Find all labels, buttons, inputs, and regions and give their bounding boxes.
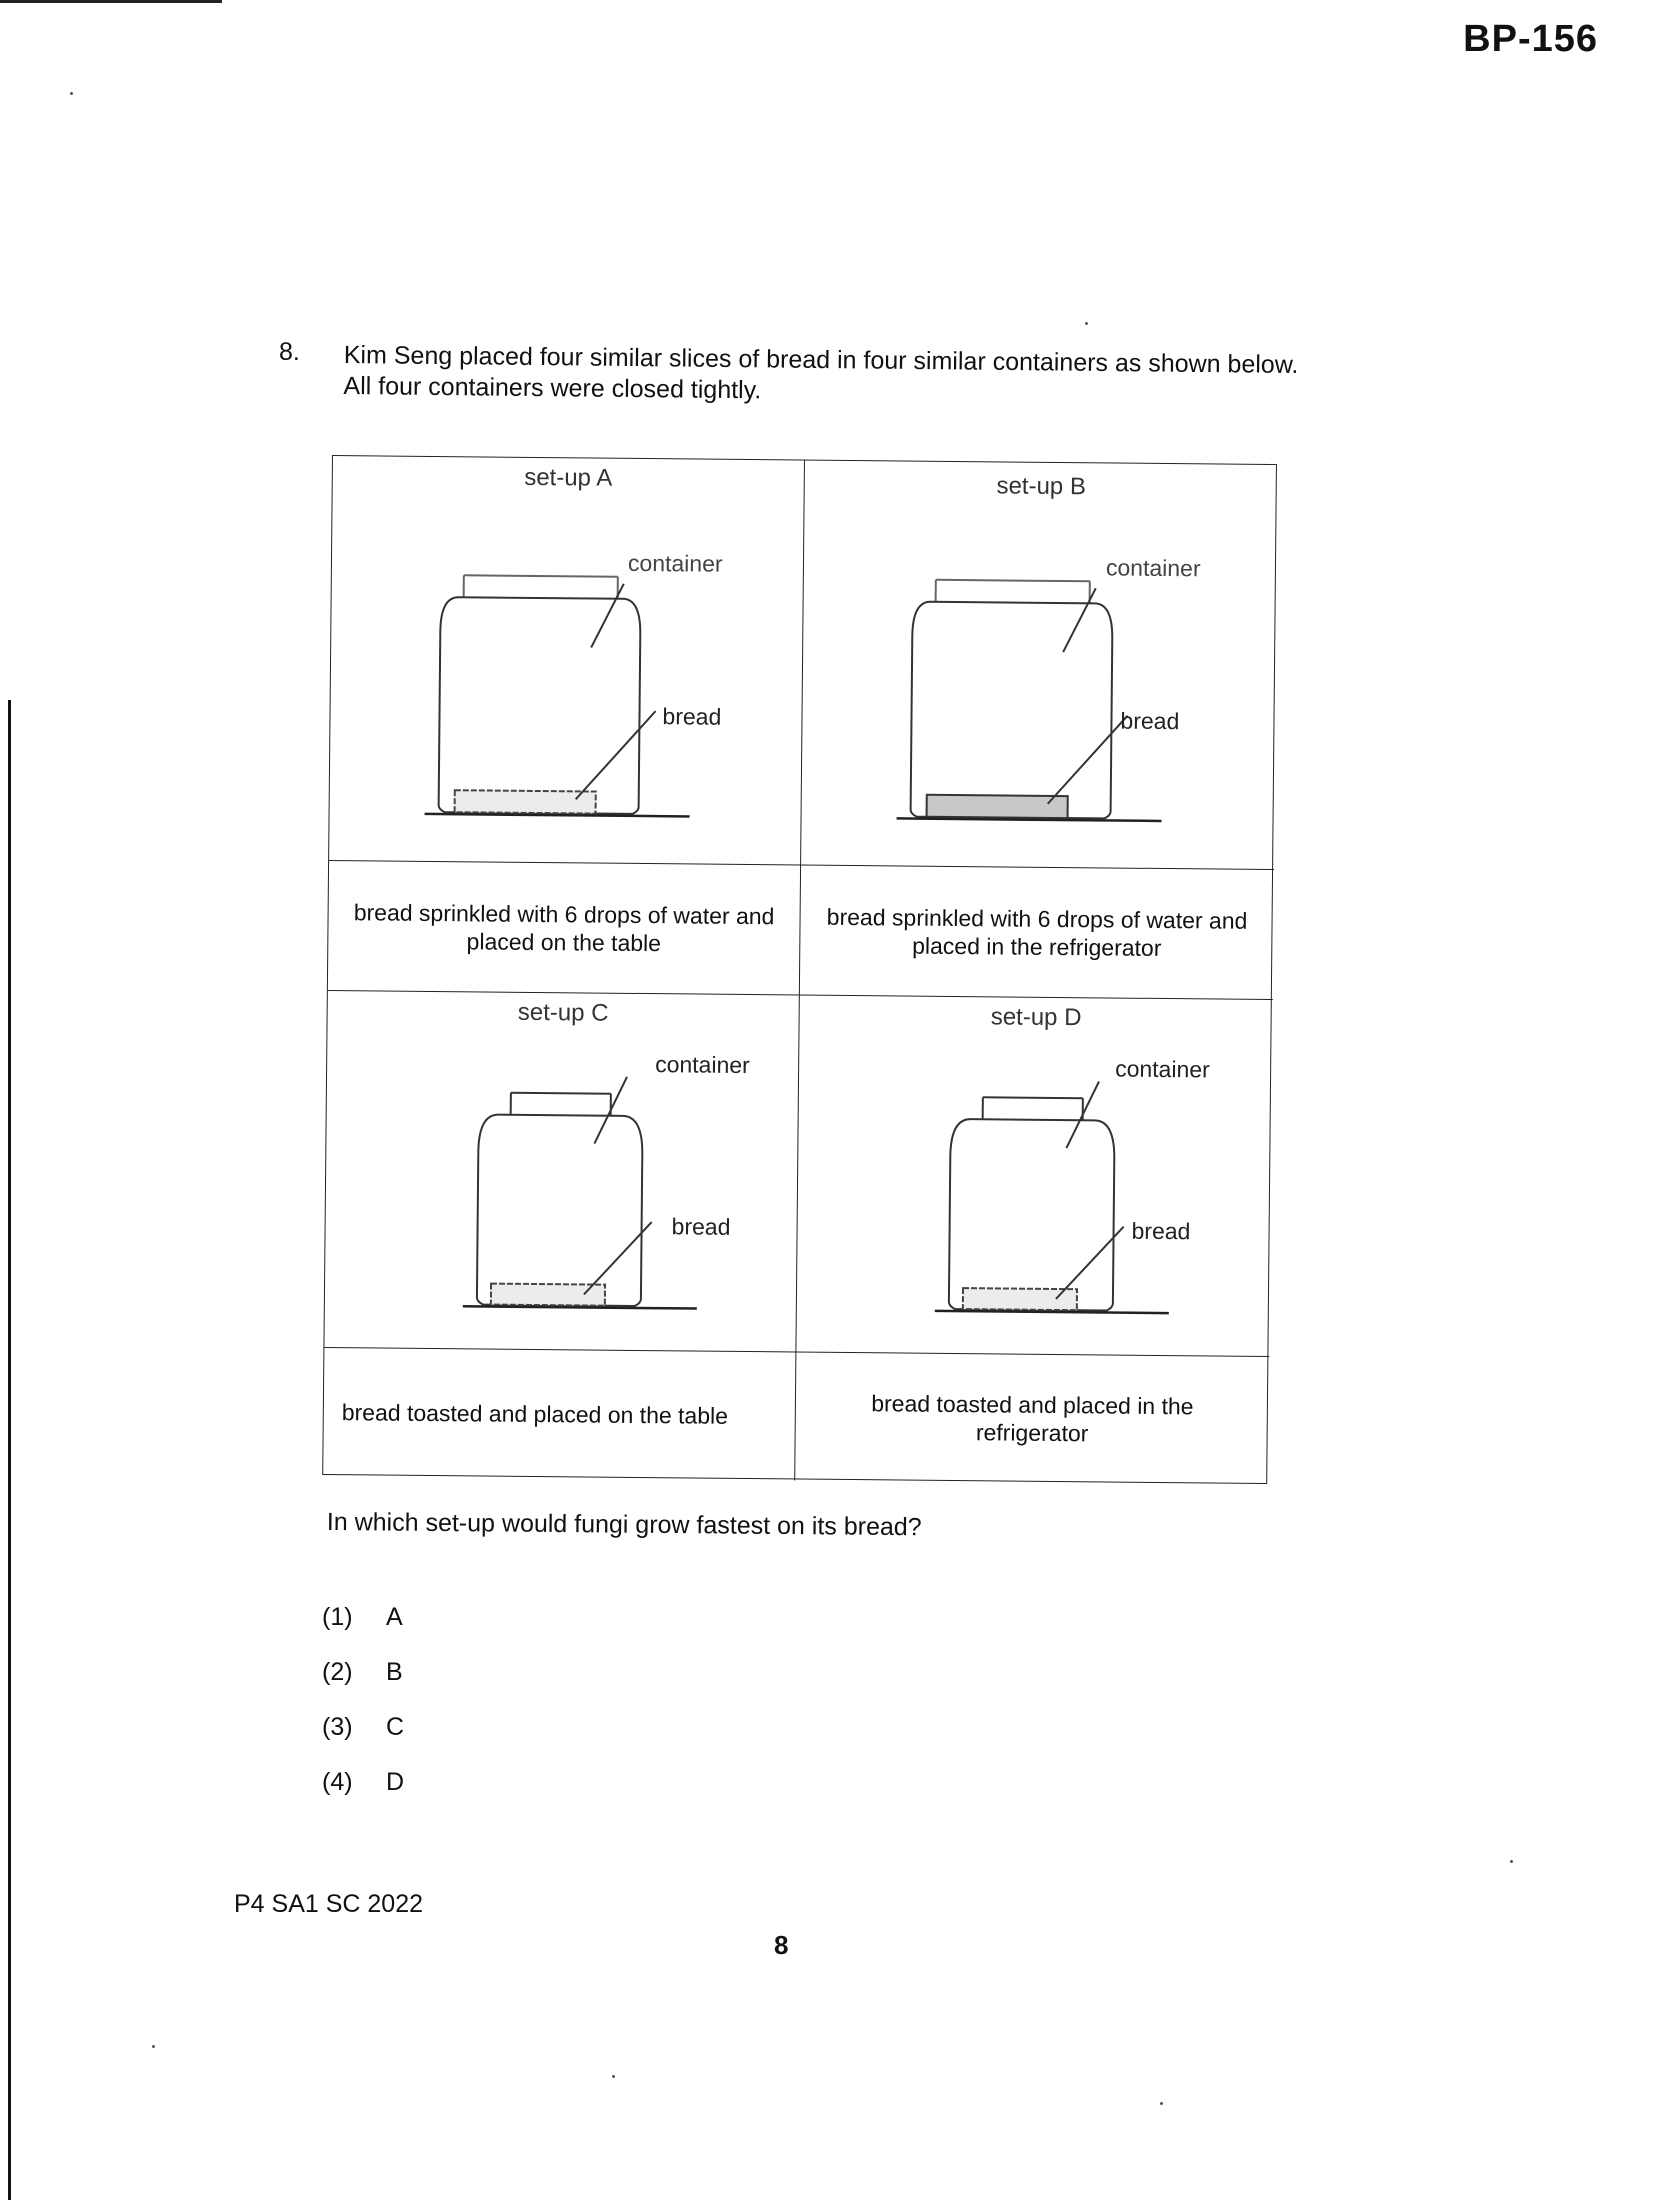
setup-a-diagram-cell [329, 456, 805, 866]
setup-a-condition: bread sprinkled with 6 drops of water and placed on the table [353, 898, 775, 956]
option-text: D [386, 1768, 405, 1796]
setup-b-bread-label: bread [1120, 707, 1180, 735]
option-4[interactable] [322, 1755, 404, 1810]
setup-c-container-label: container [655, 1051, 750, 1079]
setup-b-condition-cell [800, 866, 1274, 1001]
option-number: (1) [322, 1603, 353, 1631]
question-number: 8. [279, 338, 300, 366]
setup-d-diagram [796, 996, 1272, 1406]
scan-speck [1085, 322, 1088, 325]
question-stem [343, 340, 1354, 413]
setup-c-title: set-up C [517, 998, 609, 1027]
option-number: (3) [322, 1713, 353, 1741]
setup-c-bread-label: bread [671, 1213, 731, 1240]
setup-d-bread-label: bread [1131, 1217, 1191, 1245]
option-text: C [386, 1713, 405, 1741]
setup-d-diagram-cell [796, 996, 1272, 1358]
setup-d-condition: bread toasted and placed in the refrigerator [871, 1390, 1194, 1447]
option-number: (4) [322, 1768, 353, 1796]
setup-d-condition-cell [795, 1352, 1269, 1485]
option-1[interactable] [322, 1590, 404, 1645]
scan-speck [1160, 2102, 1163, 2105]
setup-table [322, 455, 1277, 1484]
setup-a-title: set-up A [524, 463, 613, 492]
answer-options [322, 1590, 404, 1810]
setup-a-condition-cell [328, 861, 801, 996]
question-stem-line-2: All four containers were closed tightly. [343, 371, 762, 405]
setup-c-condition-cell [323, 1348, 796, 1481]
setup-b-container-label: container [1105, 554, 1201, 582]
setup-a-diagram [329, 456, 805, 866]
setup-c-diagram-cell [324, 991, 799, 1353]
setup-c-diagram [324, 991, 800, 1401]
option-3[interactable] [322, 1700, 404, 1755]
setup-b-diagram-cell [801, 461, 1278, 871]
setup-b-condition: bread sprinkled with 6 drops of water and placed in the refrigerator [826, 903, 1248, 961]
page-number: 8 [774, 1930, 789, 1960]
setup-a-bread-label: bread [662, 703, 722, 730]
scan-speck [70, 92, 73, 95]
scan-top-rule [0, 0, 222, 3]
scan-speck [612, 2075, 615, 2078]
scan-speck [1510, 1860, 1513, 1863]
setup-d-title: set-up D [990, 1003, 1082, 1032]
scan-speck [152, 2045, 155, 2048]
setup-a-container-label: container [627, 549, 723, 577]
setup-b-title: set-up B [996, 472, 1087, 501]
option-number: (2) [322, 1658, 353, 1686]
question-prompt: In which set-up would fungi grow fastest on its bread? [326, 1508, 922, 1542]
page-code: BP-156 [1463, 18, 1598, 60]
footer-paper-code: P4 SA1 SC 2022 [234, 1890, 424, 1918]
option-text: A [386, 1603, 403, 1631]
question-stem-line-1: Kim Seng placed four similar slices of bread in four similar containers as shown below. [343, 340, 1299, 379]
option-2[interactable] [322, 1645, 404, 1700]
setup-d-container-label: container [1115, 1055, 1210, 1083]
setup-b-diagram [801, 461, 1277, 871]
setup-c-condition: bread toasted and placed on the table [341, 1399, 729, 1429]
option-text: B [386, 1658, 403, 1686]
scan-left-edge [8, 700, 11, 2200]
